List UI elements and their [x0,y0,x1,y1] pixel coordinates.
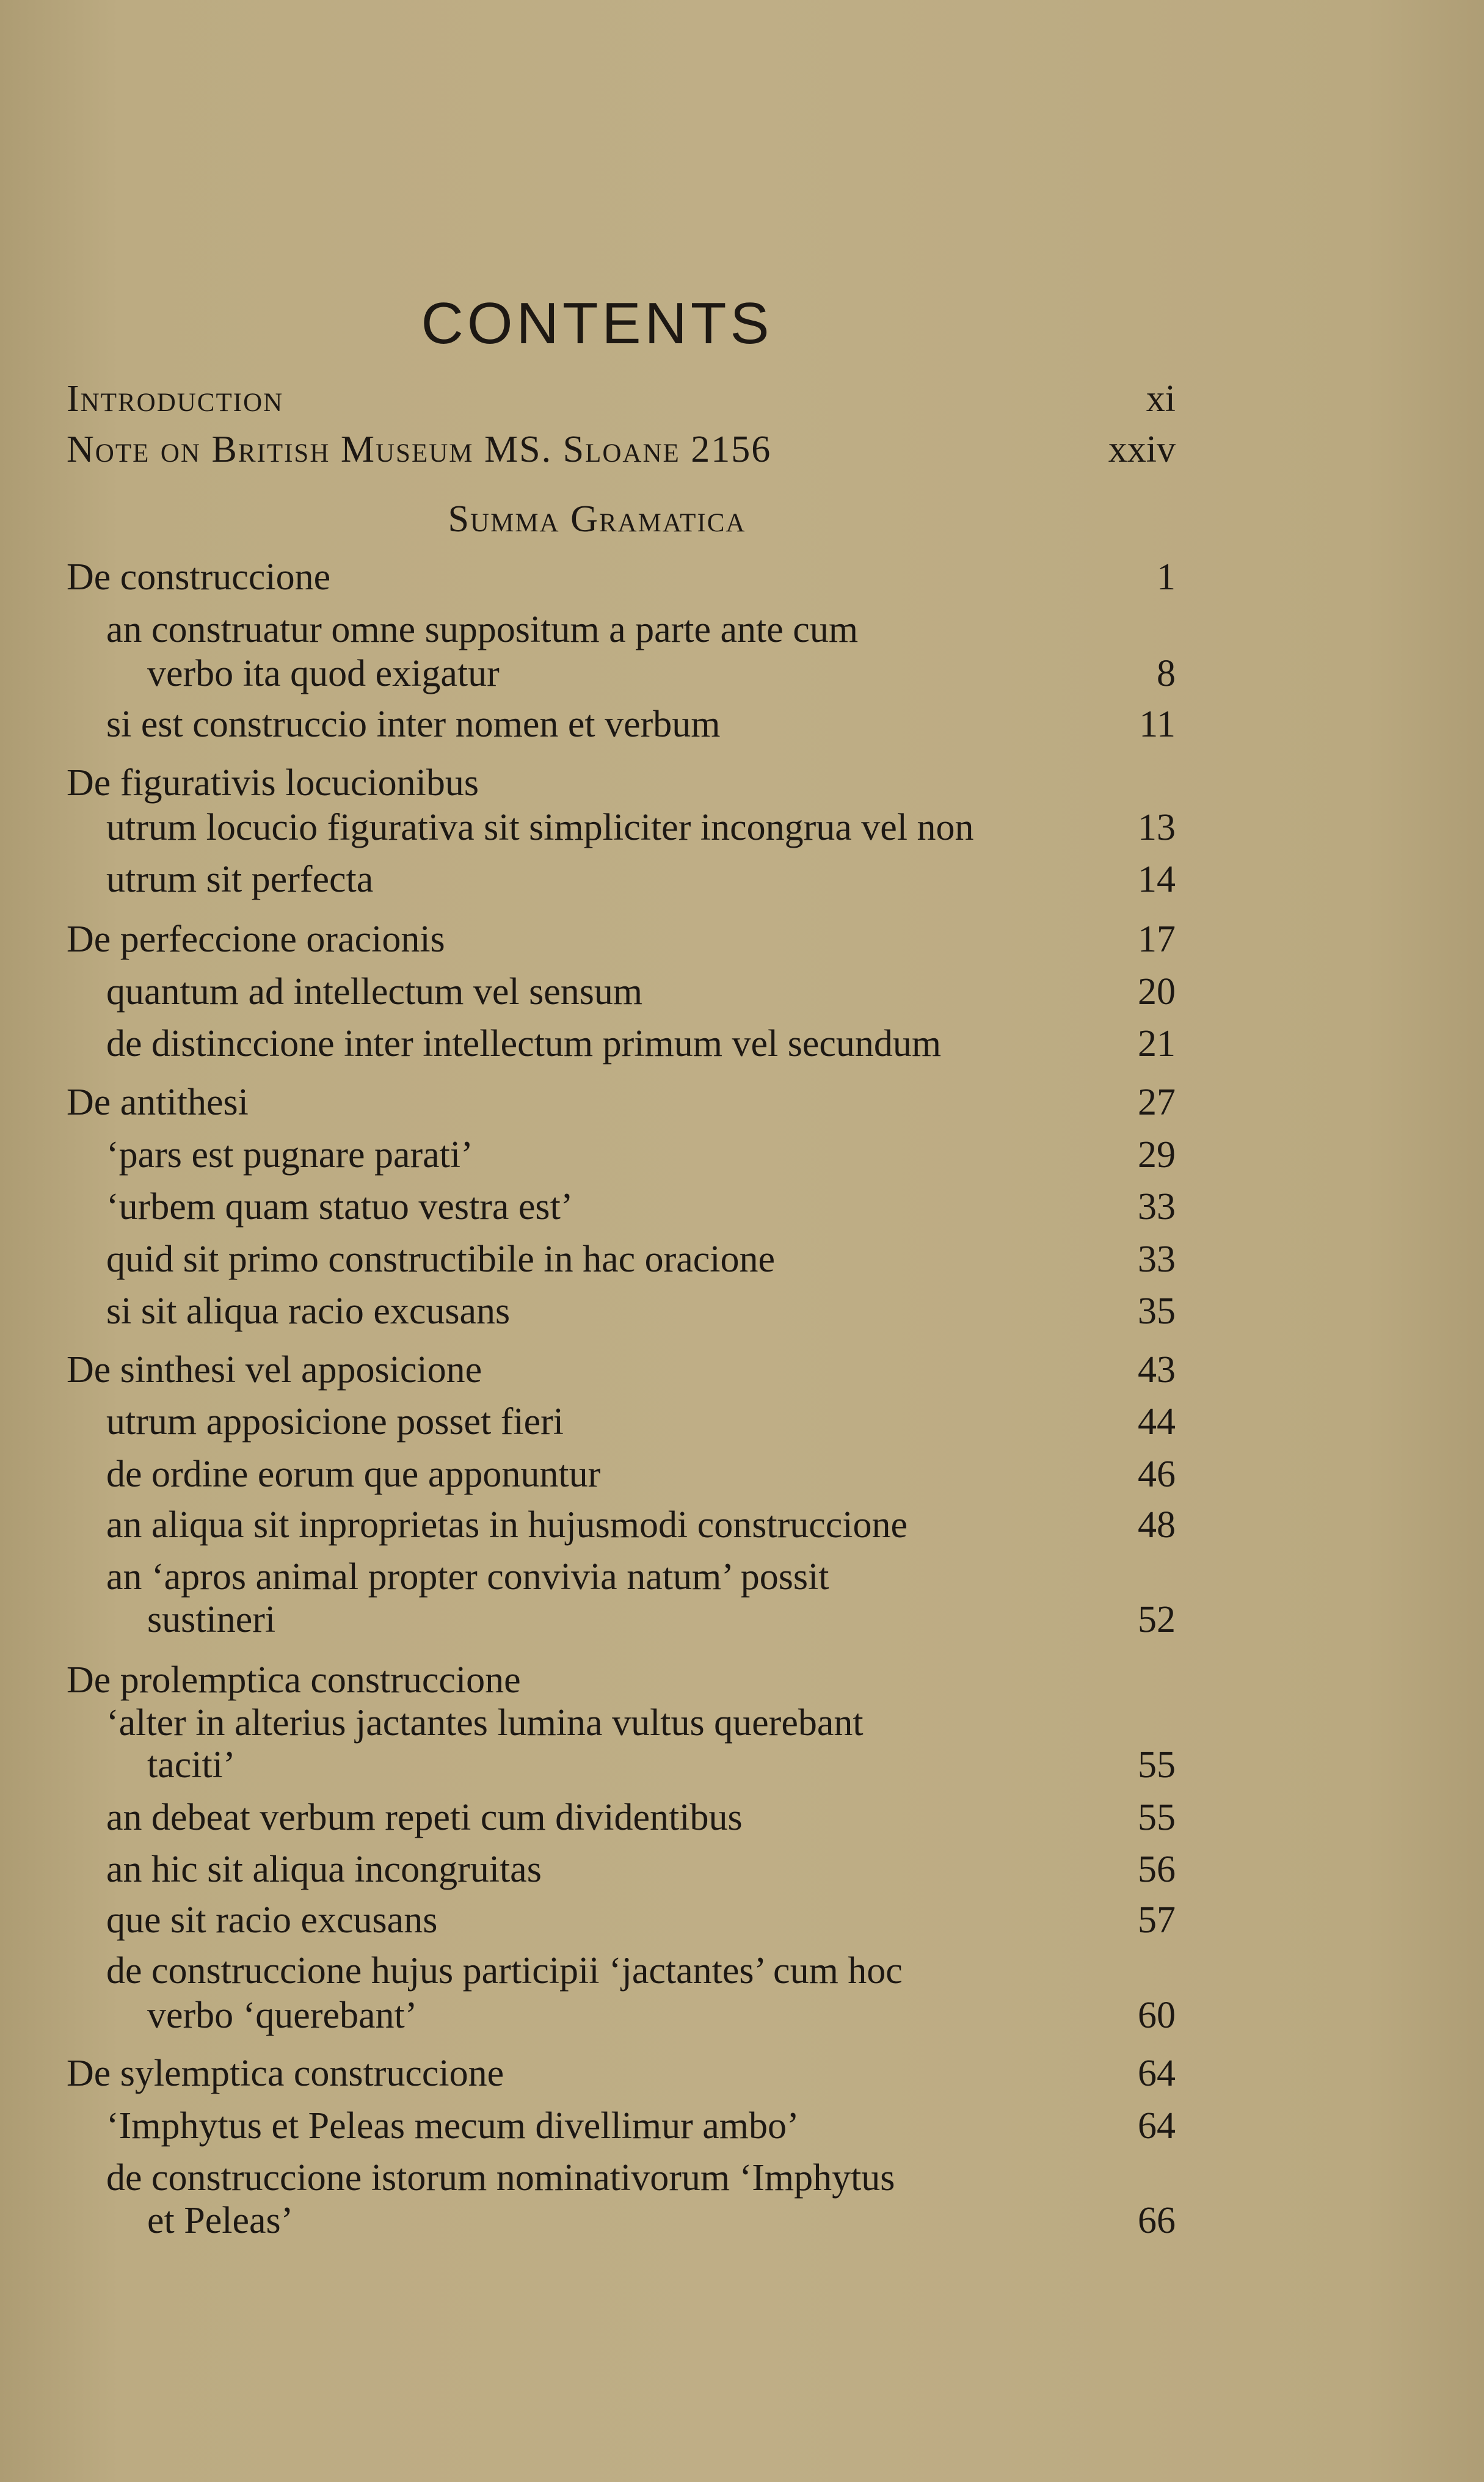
subsection-title: utrum sit perfecta [106,859,374,900]
subsection-title: si est construccio inter nomen et verbum [106,704,721,745]
page-number: 17 [1138,919,1176,960]
subsection-title: an construatur omne suppositum a parte ante cum [106,609,859,650]
subsection-title: utrum apposicione posset fieri [106,1401,564,1443]
toc-row [0,1286,1484,1337]
page-number: 48 [1138,1504,1176,1546]
toc-row [0,1396,1484,1448]
page-number: 35 [1138,1290,1176,1332]
subsection-title: de construccione hujus participii ‘jactantes’ cum hoc [106,1950,903,1992]
toc-row [0,424,1484,476]
page-number: 43 [1138,1349,1176,1391]
page-number: 64 [1138,2053,1176,2094]
toc-row [0,648,1484,700]
page-number: 20 [1138,971,1176,1013]
toc-row [0,373,1484,425]
chapter-title: De sinthesi vel apposicione [67,1349,482,1391]
subsection-title: verbo ‘querebant’ [147,1995,418,2036]
subsection-title: an ‘apros animal propter convivia natum’ possit [106,1556,829,1598]
toc-row [0,1344,1484,1396]
chapter-title: De sylemptica construccione [67,2053,504,2094]
toc-row [0,1499,1484,1551]
page-number: xi [1146,378,1176,420]
subsection-title: taciti’ [147,1744,236,1786]
toc-row [0,1449,1484,1501]
toc-row [0,1018,1484,1070]
page-number: 29 [1138,1134,1176,1176]
subsection-title: ‘urbem quam statuo vestra est’ [106,1186,573,1228]
subsection-title: de construccione istorum nominativorum ‘Imphytus [106,2157,895,2199]
toc-row [0,1077,1484,1129]
page-number: 8 [1157,653,1176,694]
toc-row [0,802,1484,854]
page-number: 27 [1138,1082,1176,1123]
page-number: 55 [1138,1797,1176,1838]
page-number: 56 [1138,1849,1176,1890]
subsection-title: ‘alter in alterius jactantes lumina vultus querebant [106,1702,864,1744]
page-number: 60 [1138,1995,1176,2036]
toc-row [0,1894,1484,1946]
page-number: 21 [1138,1023,1176,1064]
subsection-title: que sit racio excusans [106,1899,438,1941]
page-number: 66 [1138,2200,1176,2241]
page-number: 14 [1138,859,1176,900]
page-number: 11 [1139,704,1176,745]
subsection-title: quantum ad intellectum vel sensum [106,971,643,1013]
toc-row [0,2048,1484,2100]
chapter-title: De figurativis locucionibus [67,762,479,804]
subsection-title: sustineri [147,1599,276,1640]
chapter-title: De perfeccione oracionis [67,919,445,960]
subsection-title: et Peleas’ [147,2200,294,2241]
page-number: 64 [1138,2105,1176,2147]
chapter-title: De construccione [67,556,331,598]
toc-row [0,1234,1484,1286]
subsection-title: de distinccione inter intellectum primum vel secundum [106,1023,942,1064]
page-number: 44 [1138,1401,1176,1443]
subsection-title: an hic sit aliqua incongruitas [106,1849,542,1890]
toc-row [0,914,1484,966]
toc-row [0,966,1484,1018]
subsection-title: quid sit primo constructibile in hac oracione [106,1239,776,1280]
page-number: 57 [1138,1899,1176,1941]
toc-row [0,1739,1484,1791]
page-number: 55 [1138,1744,1176,1786]
toc-row [0,2100,1484,2152]
toc-row [0,2195,1484,2247]
front-matter-label: Note on British Museum MS. Sloane 2156 [67,429,772,470]
subsection-title: ‘pars est pugnare parati’ [106,1134,473,1176]
page-number: 52 [1138,1599,1176,1640]
page-number: 13 [1138,807,1176,848]
toc-row [0,1181,1484,1233]
toc-row [0,1844,1484,1896]
subsection-title: de ordine eorum que apponuntur [106,1454,601,1495]
page-title: CONTENTS [421,291,773,356]
subsection-title: verbo ita quod exigatur [147,653,500,694]
section-heading: Summa Gramatica [448,498,746,540]
toc-row [0,1792,1484,1844]
subsection-title: an debeat verbum repeti cum dividentibus [106,1797,743,1838]
front-matter-label: Introduction [67,378,284,420]
chapter-title: De prolemptica construccione [67,1659,521,1701]
toc-row [0,551,1484,603]
toc-row [0,699,1484,751]
subsection-title: ‘Imphytus et Peleas mecum divellimur ambo’ [106,2105,799,2147]
subsection-title: si sit aliqua racio excusans [106,1290,511,1332]
toc-row [0,1129,1484,1181]
page-number: 1 [1157,556,1176,598]
page-number: 46 [1138,1454,1176,1495]
page-number: xxiv [1108,429,1176,470]
toc-row [0,1990,1484,2042]
page-number: 33 [1138,1186,1176,1228]
toc-row [0,1594,1484,1646]
page-number: 33 [1138,1239,1176,1280]
toc-row [0,493,1484,545]
chapter-title: De antithesi [67,1082,249,1123]
subsection-title: an aliqua sit inproprietas in hujusmodi construccione [106,1504,908,1546]
toc-row [0,854,1484,906]
subsection-title: utrum locucio figurativa sit simpliciter incongrua vel non [106,807,974,848]
